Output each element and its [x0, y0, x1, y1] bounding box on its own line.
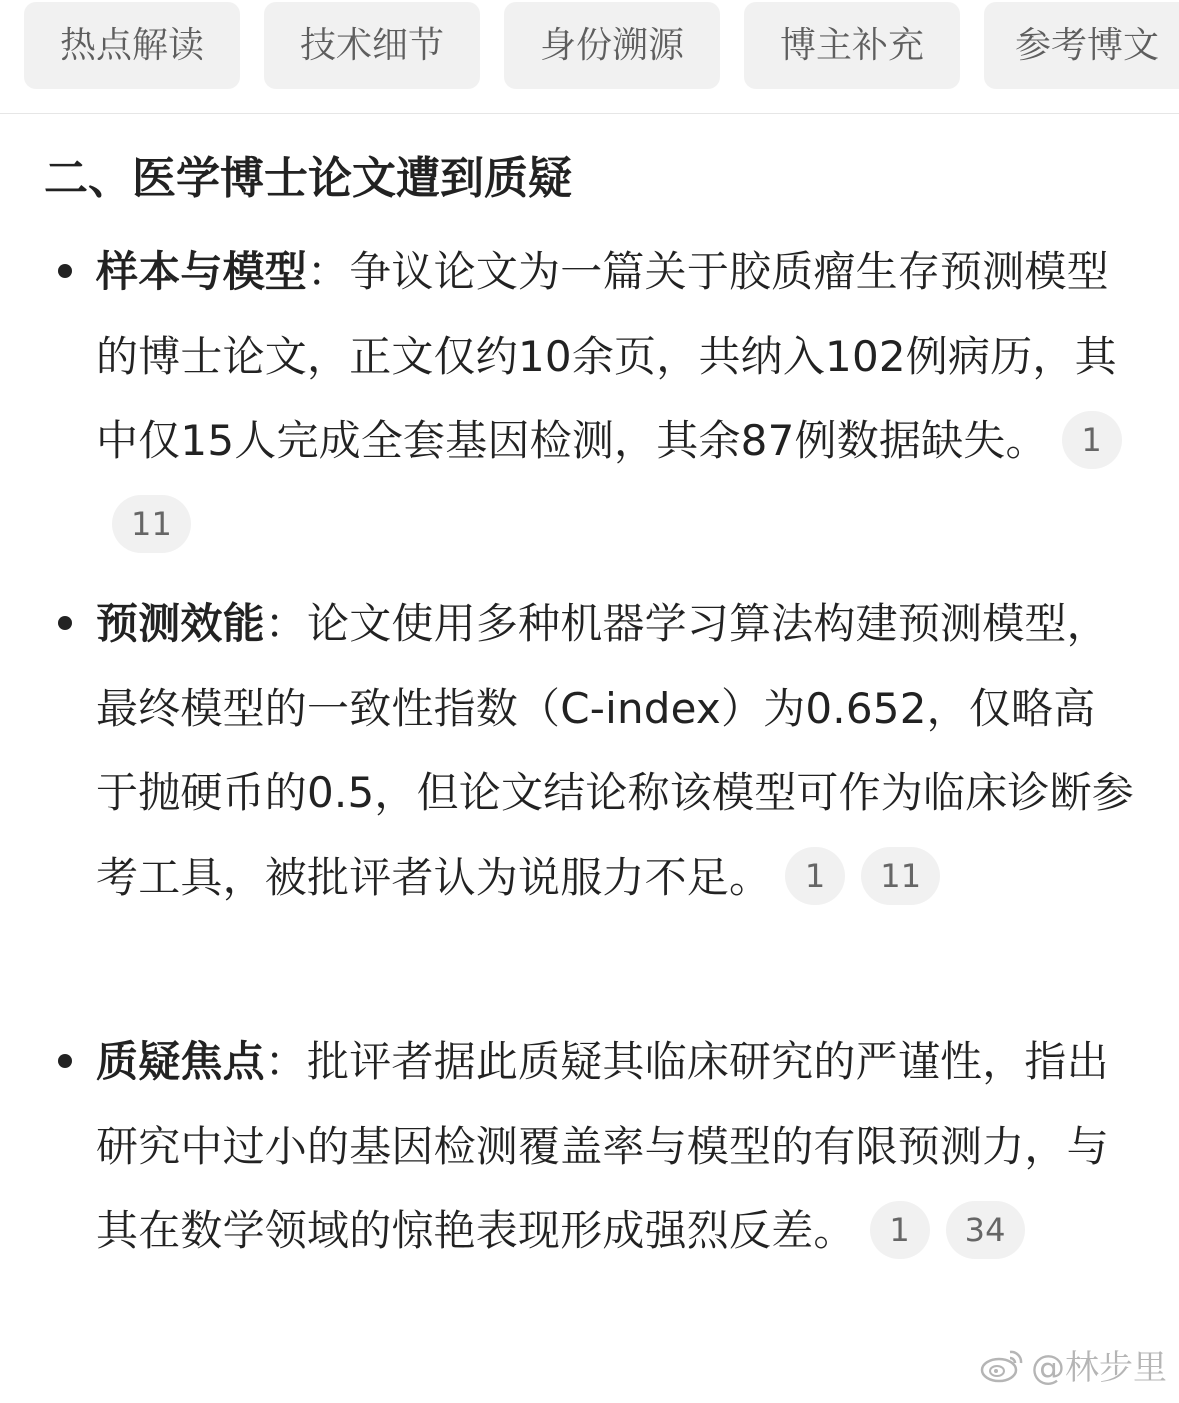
bullet-separator: ：	[307, 247, 350, 296]
reference-chip[interactable]: 1	[870, 1201, 930, 1259]
tab-bar	[0, 0, 1179, 114]
reference-chip[interactable]: 1	[785, 847, 845, 905]
bullet-lead: 样本与模型	[96, 247, 308, 296]
bullet-text: 争议论文为一篇关于胶质瘤生存预测模型的博士论文，正文仅约10余页，共纳入102例病历，其中仅15人完成全套基因检测，其余87例数据缺失。	[96, 247, 1117, 465]
bullet-dot	[58, 1054, 72, 1068]
bullet-dot	[58, 264, 72, 278]
list-item	[96, 582, 1136, 920]
section-title: 二、医学博士论文遭到质疑	[44, 153, 572, 204]
tab-blogger-notes[interactable]: 博主补充	[744, 2, 960, 89]
watermark-text: @林步里	[1031, 1348, 1167, 1388]
tab-tech-details[interactable]: 技术细节	[264, 2, 480, 89]
reference-chip[interactable]: 34	[946, 1201, 1025, 1259]
bullet-lead: 预测效能	[96, 599, 265, 648]
list-item	[96, 1020, 1136, 1274]
tab-hot-topic[interactable]: 热点解读	[24, 2, 240, 89]
watermark	[979, 1340, 1167, 1389]
bullet-separator: ：	[264, 599, 308, 648]
reference-chip[interactable]: 11	[861, 847, 940, 905]
bullet-separator: ：	[264, 1037, 308, 1086]
weibo-icon	[979, 1346, 1025, 1384]
tab-identity[interactable]: 身份溯源	[504, 2, 720, 89]
bullet-text: 批评者据此质疑其临床研究的严谨性，指出研究中过小的基因检测覆盖率与模型的有限预测力，与其在数学领域的惊艳表现形成强烈反差。	[96, 1037, 1109, 1255]
tab-reference-posts[interactable]: 参考博文	[984, 2, 1179, 89]
list-item	[96, 230, 1136, 568]
bullet-text: 论文使用多种机器学习算法构建预测模型，最终模型的一致性指数（C-index）为0.652，仅略高于抛硬币的0.5，但论文结论称该模型可作为临床诊断参考工具，被批评者认为说服力不足。	[96, 599, 1134, 902]
reference-chip[interactable]: 1	[1062, 411, 1122, 469]
reference-chip[interactable]: 11	[112, 495, 191, 553]
bullet-dot	[58, 616, 72, 630]
bullet-lead: 质疑焦点	[96, 1037, 265, 1086]
